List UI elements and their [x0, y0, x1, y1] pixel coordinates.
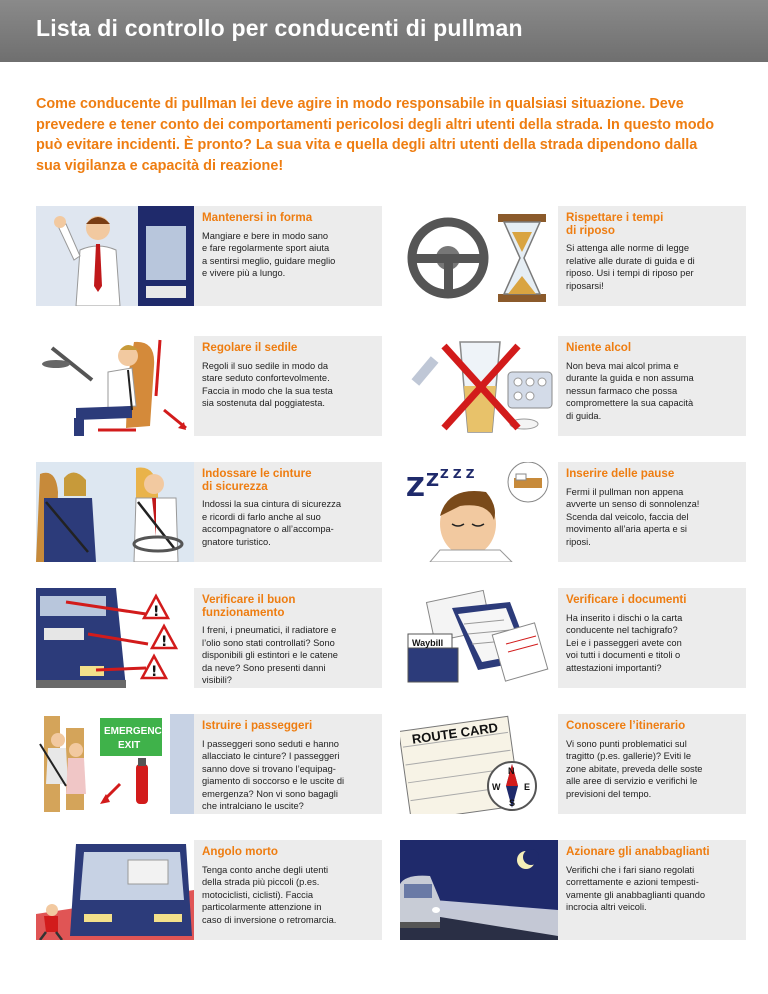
card-text: I freni, i pneumatici, il radiatore e l’olio sono stati controllati? Sono disponibili gli estintori e le catene da neve? Sono presenti danni visibili? — [202, 625, 338, 686]
steering-wheel-hourglass-illustration — [400, 206, 558, 306]
card-documents — [400, 588, 746, 688]
card-text: Mangiare e bere in modo sano e fare regolarmente sport aiuta a sentirsi meglio, guidare meglio e vivere più a lungo. — [202, 230, 336, 279]
card-headlights — [400, 840, 746, 940]
svg-text:Z: Z — [406, 473, 425, 503]
svg-text:Z: Z — [426, 470, 440, 491]
card-text: Regoli il suo sedile in modo da stare seduto confortevolmente. Faccia in modo che la sua testa sia sostenuta dal poggiatesta. — [202, 360, 333, 409]
card-title: Inserire delle pause — [566, 467, 675, 480]
card-text: Tenga conto anche degli utenti della strada più piccoli (p.es. motociclisti, ciclisti). Faccia particolarmente attenzione in caso di inversione o retromarcia. — [202, 864, 337, 925]
fit-driver-illustration — [36, 206, 194, 306]
card-seatbelts — [36, 462, 382, 562]
card-text: Non beva mai alcol prima e durante la guida e non assuma nessun farmaco che possa compromettere la sua capacità di guida. — [566, 360, 694, 421]
card-fit — [36, 206, 382, 306]
bus-check-illustration — [36, 588, 194, 688]
card-itinerary — [400, 714, 746, 814]
card-text: I passeggeri sono seduti e hanno allacciato le cinture? I passeggeri sanno dove si trovano l’equipag- giamento di soccorso e le uscite di emergenza? Non vi sono bagagli che intralciano le uscite? — [202, 738, 345, 812]
seat-adjustment-illustration — [36, 336, 194, 436]
svg-text:!: ! — [151, 664, 158, 680]
blind-spot-illustration — [36, 840, 194, 940]
card-blind-spot — [36, 840, 382, 940]
card-title: Verificare il buon funzionamento — [202, 593, 296, 619]
svg-text:S: S — [509, 798, 516, 808]
card-title: Conoscere l’itinerario — [566, 719, 686, 732]
sleepy-driver-illustration — [400, 462, 558, 562]
headlights-illustration — [400, 840, 558, 940]
svg-text:W: W — [492, 782, 501, 792]
card-title: Rispettare i tempi di riposo — [566, 211, 664, 237]
svg-text:E: E — [524, 782, 531, 792]
route-card-label: ROUTE CARD — [410, 719, 499, 747]
card-title: Azionare gli anabbaglianti — [566, 845, 710, 858]
card-passengers — [36, 714, 382, 814]
intro-paragraph: Come conducente di pullman lei deve agire in modo responsabile in qualsiasi situazione. Deve prevedere e tener conto dei comportamenti pericolosi degli altri utenti della strada. In questo modo può evitare incidenti. È pronto? La sua vita e quella degli altri utenti della strada dipendono dalla sua vigilanza e capacità di reazione! — [36, 96, 715, 174]
card-seat — [36, 336, 382, 436]
page-title: Lista di controllo per conducenti di pullman — [36, 15, 523, 41]
card-text: Vi sono punti problematici sul tragitto (p.es. gallerie)? Eviti le zone abitate, preveda delle soste alle aree di servizio e verifichi le previsioni del tempo. — [566, 738, 703, 799]
route-card-illustration — [400, 714, 558, 814]
card-breaks — [400, 462, 746, 562]
card-no-alcohol — [400, 336, 746, 436]
card-title: Indossare le cinture di sicurezza — [202, 467, 312, 493]
svg-text:EXIT: EXIT — [118, 740, 141, 751]
card-text: Fermi il pullman non appena avverte un senso di sonnolenza! Scenda dal veicolo, faccia del movimento all’aria aperta e si riposi. — [566, 486, 700, 547]
seatbelt-illustration — [36, 462, 194, 562]
emergency-exit-illustration — [36, 714, 194, 814]
waybill-label: Waybill — [412, 638, 444, 648]
card-rest-times — [400, 206, 746, 306]
card-title: Verificare i documenti — [566, 593, 687, 606]
card-title: Niente alcol — [566, 341, 632, 354]
svg-text:!: ! — [161, 634, 168, 650]
no-alcohol-illustration — [400, 336, 558, 436]
card-title: Angolo morto — [202, 845, 278, 858]
svg-text:Z Z Z: Z Z Z — [440, 467, 475, 481]
card-title: Istruire i passeggeri — [202, 719, 313, 732]
card-vehicle-check — [36, 588, 382, 688]
card-title: Regolare il sedile — [202, 341, 298, 354]
card-title: Mantenersi in forma — [202, 211, 313, 224]
card-text: Ha inserito i dischi o la carta conducente nel tachigrafo? Lei e i passeggeri avete con voi tutti i documenti e titoli o attestazioni importanti? — [566, 612, 683, 673]
emergency-exit-label: EMERGENCY — [104, 726, 169, 737]
svg-text:N: N — [508, 766, 515, 776]
card-text: Si attenga alle norme di legge relative alle durate di guida e di riposo. Usi i tempi di riposo per riposarsi! — [566, 243, 695, 291]
card-text: Verifichi che i fari siano regolati correttamente e azioni tempesti- vamente gli anabbaglianti quando incrocia altri veicoli. — [566, 864, 706, 913]
header-bar — [0, 0, 768, 62]
documents-illustration — [400, 588, 558, 688]
card-text: Indossi la sua cintura di sicurezza e ricordi di farlo anche al suo accompagnatore o all’accompa- gnatore turistico. — [202, 499, 342, 547]
svg-text:!: ! — [153, 604, 160, 620]
